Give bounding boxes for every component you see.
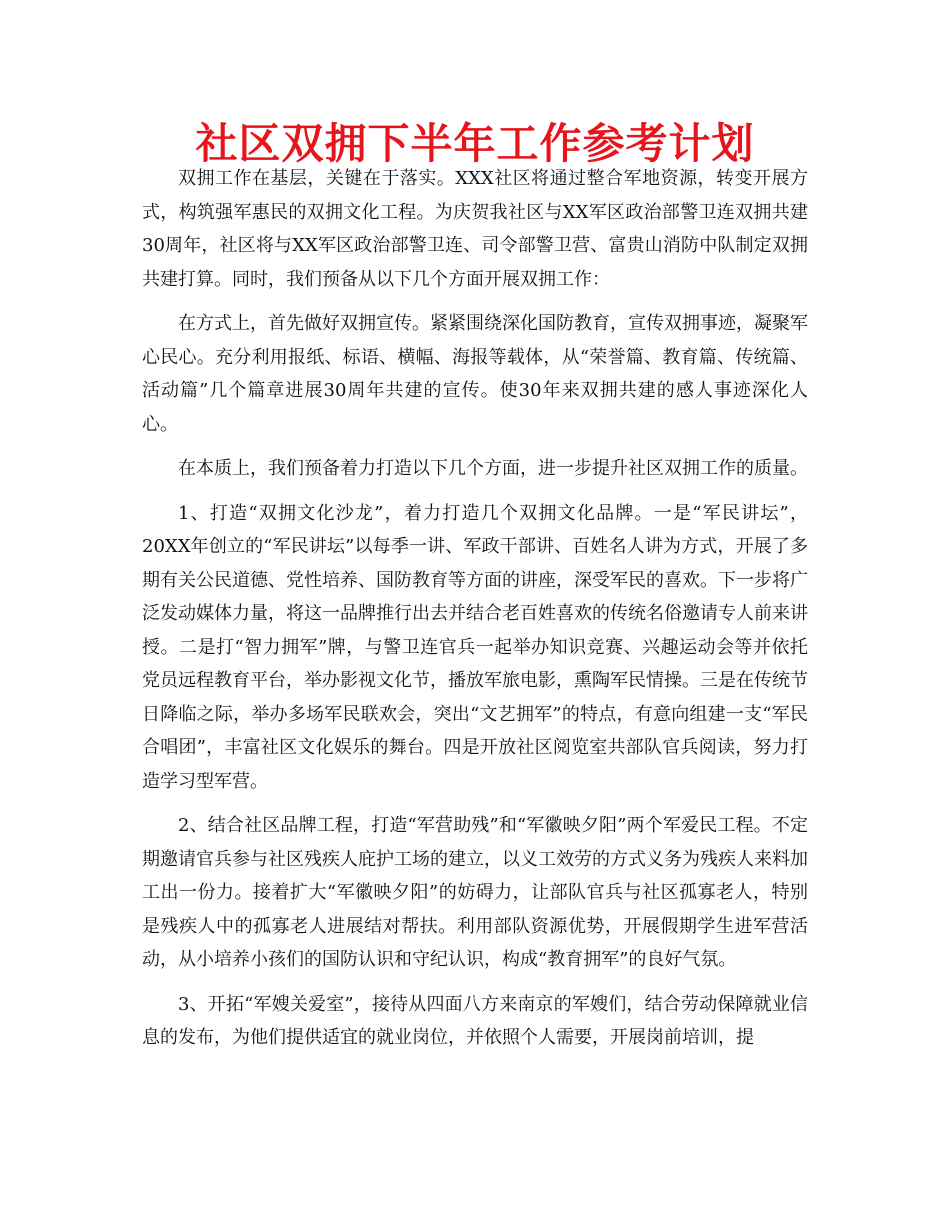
paragraph-intro: 双拥工作在基层，关键在于落实。XXX社区将通过整合军地资源，转变开展方式，构筑强军惠民的双拥文化工程。为庆贺我社区与XX军区政治部警卫连双拥共建30周年，社区将与XX军区政治部警卫连、司令部警卫营、富贵山消防中队制定双拥共建打算。同时，我们预备从以下几个方面开展双拥工作： [142,168,808,290]
document-body [142,162,808,1066]
paragraph-item-3: 3、开拓“军嫂关爱室”，接待从四面八方来南京的军嫂们，结合劳动保障就业信息的发布，为他们提供适宜的就业岗位，并依照个人需要，开展岗前培训，提 [142,993,808,1048]
paragraph-essence: 在本质上，我们预备着力打造以下几个方面，进一步提升社区双拥工作的质量。 [178,458,808,479]
document-title: 社区双拥下半年工作参考计划 [195,119,755,168]
paragraph-item-1: 1、打造“双拥文化沙龙”，着力打造几个双拥文化品牌。一是“军民讲坛”，20XX年创立的“军民讲坛”以每季一讲、军政干部讲、百姓名人讲为方式，开展了多期有关公民道德、党性培养、国防教育等方面的讲座，深受军民的喜欢。下一步将广泛发动媒体力量，将这一品牌推行出去并结合老百姓喜欢的传统名俗邀请专人前来讲授。二是打“智力拥军”牌，与警卫连官兵一起举办知识竞赛、兴趣运动会等并依托党员远程教育平台，举办影视文化节，播放军旅电影，熏陶军民情操。三是在传统节日降临之际，举办多场军民联欢会，突出“文艺拥军”的特点，有意向组建一支“军民合唱团”，丰富社区文化娱乐的舞台。四是开放社区阅览室共部队官兵阅读，努力打造学习型军营。 [142,502,808,792]
paragraph-method: 在方式上，首先做好双拥宣传。紧紧围绕深化国防教育，宣传双拥事迹，凝聚军心民心。充分利用报纸、标语、横幅、海报等载体，从“荣誉篇、教育篇、传统篇、活动篇”几个篇章进展30周年共建的宣传。使30年来双拥共建的感人事迹深化人心。 [142,313,808,435]
paragraph-item-2: 2、结合社区品牌工程，打造“军营助残”和“军徽映夕阳”两个军爱民工程。不定期邀请官兵参与社区残疾人庇护工场的建立，以义工效劳的方式义务为残疾人来料加工出一份力。接着扩大“军徽映夕阳”的妨碍力，让部队官兵与社区孤寡老人，特别是残疾人中的孤寡老人进展结对帮扶。利用部队资源优势，开展假期学生进军营活动，从小培养小孩们的国防认识和守纪认识，构成“教育拥军”的良好气氛。 [142,815,808,970]
